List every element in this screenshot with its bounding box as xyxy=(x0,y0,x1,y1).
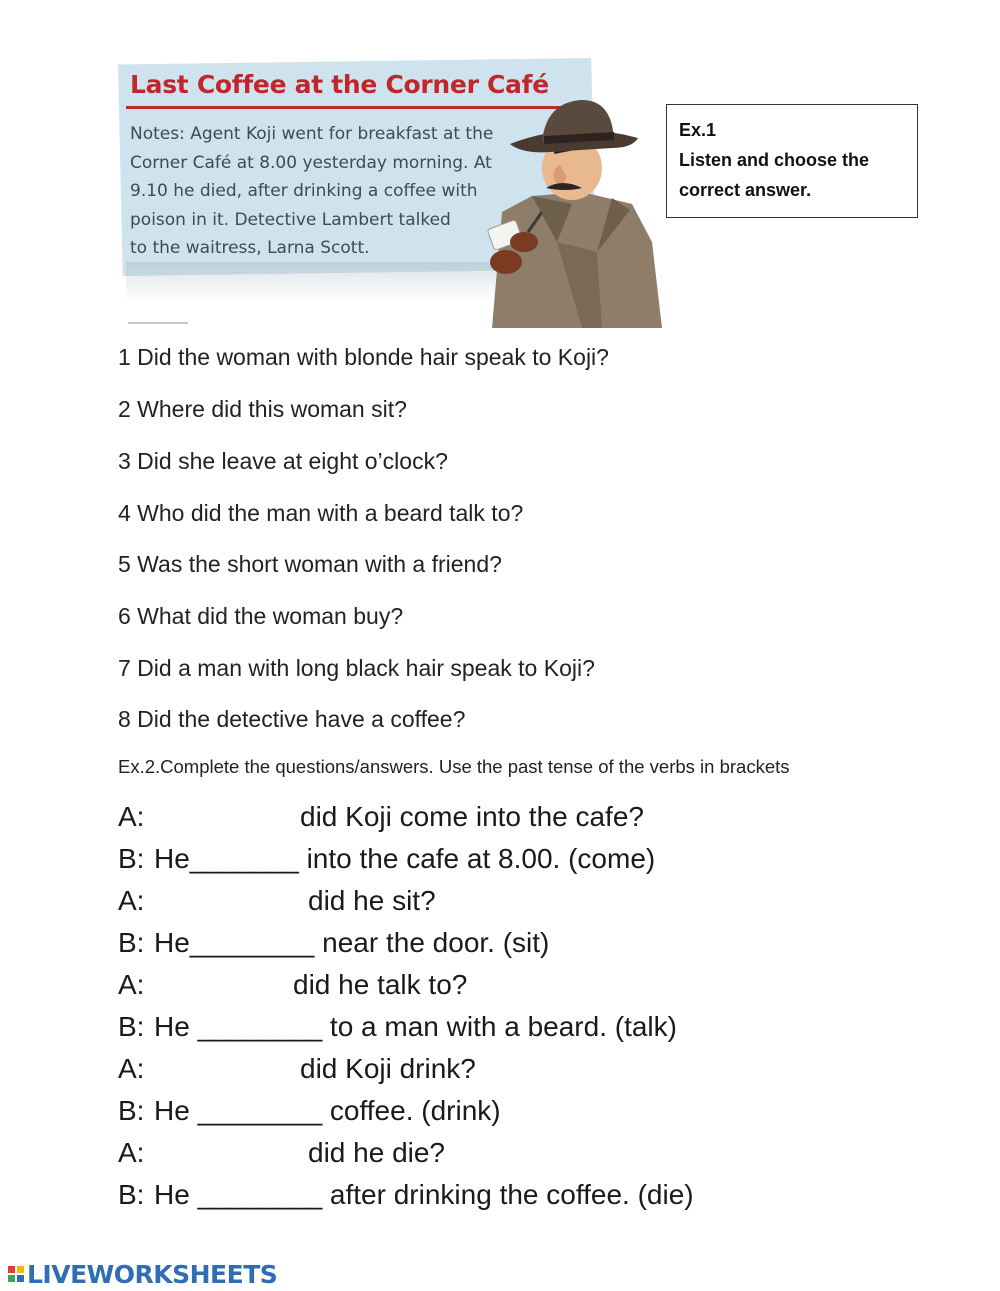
dialogue-line: He ________ coffee. (drink) xyxy=(154,1095,501,1126)
ex1-box xyxy=(666,104,918,218)
logo-square xyxy=(8,1275,15,1282)
question-5: 5 Was the short woman with a friend? xyxy=(118,551,502,577)
dialogue-line: did he die? xyxy=(308,1137,446,1168)
dialogue-line: He_______ into the cafe at 8.00. (come) xyxy=(154,843,656,874)
dialogue-line: did he talk to? xyxy=(293,969,468,1000)
ex1-instruction: correct answer. xyxy=(679,180,812,200)
logo-square xyxy=(8,1266,15,1273)
question-7: 7 Did a man with long black hair speak to Koji? xyxy=(118,655,595,681)
dialogue-speaker: B: xyxy=(118,1179,145,1210)
notes-line: 9.10 he died, after drinking a coffee with xyxy=(130,181,478,201)
dialogue-line: He ________ after drinking the coffee. (die) xyxy=(154,1179,694,1210)
dialogue-line: did Koji drink? xyxy=(300,1053,476,1084)
dialogue-speaker: A: xyxy=(118,969,145,1000)
dialogue-line: He ________ to a man with a beard. (talk) xyxy=(154,1011,677,1042)
question-1: 1 Did the woman with blonde hair speak to Koji? xyxy=(118,344,609,370)
notes-line: poison in it. Detective Lambert talked xyxy=(130,209,451,230)
divider xyxy=(128,322,188,324)
dialogue-speaker: B: xyxy=(118,1095,145,1126)
ex2-instruction: Ex.2.Complete the questions/answers. Use the past tense of the verbs in brackets xyxy=(118,756,790,777)
notes-line: to the waitress, Larna Scott. xyxy=(130,238,370,258)
story-title: Last Coffee at the Corner Café xyxy=(130,70,549,99)
logo-text: LIVEWORKSHEETS xyxy=(27,1259,278,1289)
ex1-instruction: Listen and choose the xyxy=(679,150,870,170)
dialogue-line: did Koji come into the cafe? xyxy=(300,801,644,832)
dialogue-speaker: A: xyxy=(118,1053,145,1084)
liveworksheets-logo[interactable] xyxy=(8,1260,277,1288)
dialogue-line: did he sit? xyxy=(308,885,436,916)
question-3: 3 Did she leave at eight o’clock? xyxy=(118,448,448,474)
dialogue-speaker: B: xyxy=(118,927,145,958)
detective-icon xyxy=(462,92,662,328)
dialogue-speaker: A: xyxy=(118,801,145,832)
question-4: 4 Who did the man with a beard talk to? xyxy=(118,500,524,526)
question-6: 6 What did the woman buy? xyxy=(118,603,404,629)
logo-square xyxy=(17,1275,24,1282)
dialogue-speaker: A: xyxy=(118,885,145,916)
dialogue-speaker: B: xyxy=(118,1011,145,1042)
notes-line: Corner Café at 8.00 yesterday morning. At xyxy=(130,152,492,173)
dialogue-speaker: A: xyxy=(118,1137,145,1168)
notes-line: Notes: Agent Koji went for breakfast at the xyxy=(130,124,494,144)
logo-icon xyxy=(8,1266,24,1282)
question-8: 8 Did the detective have a coffee? xyxy=(118,706,466,732)
logo-square xyxy=(17,1266,24,1273)
dialogue-line: He________ near the door. (sit) xyxy=(154,927,550,958)
ex1-label: Ex.1 xyxy=(679,120,717,140)
question-2: 2 Where did this woman sit? xyxy=(118,396,407,422)
dialogue-speaker: B: xyxy=(118,843,145,874)
